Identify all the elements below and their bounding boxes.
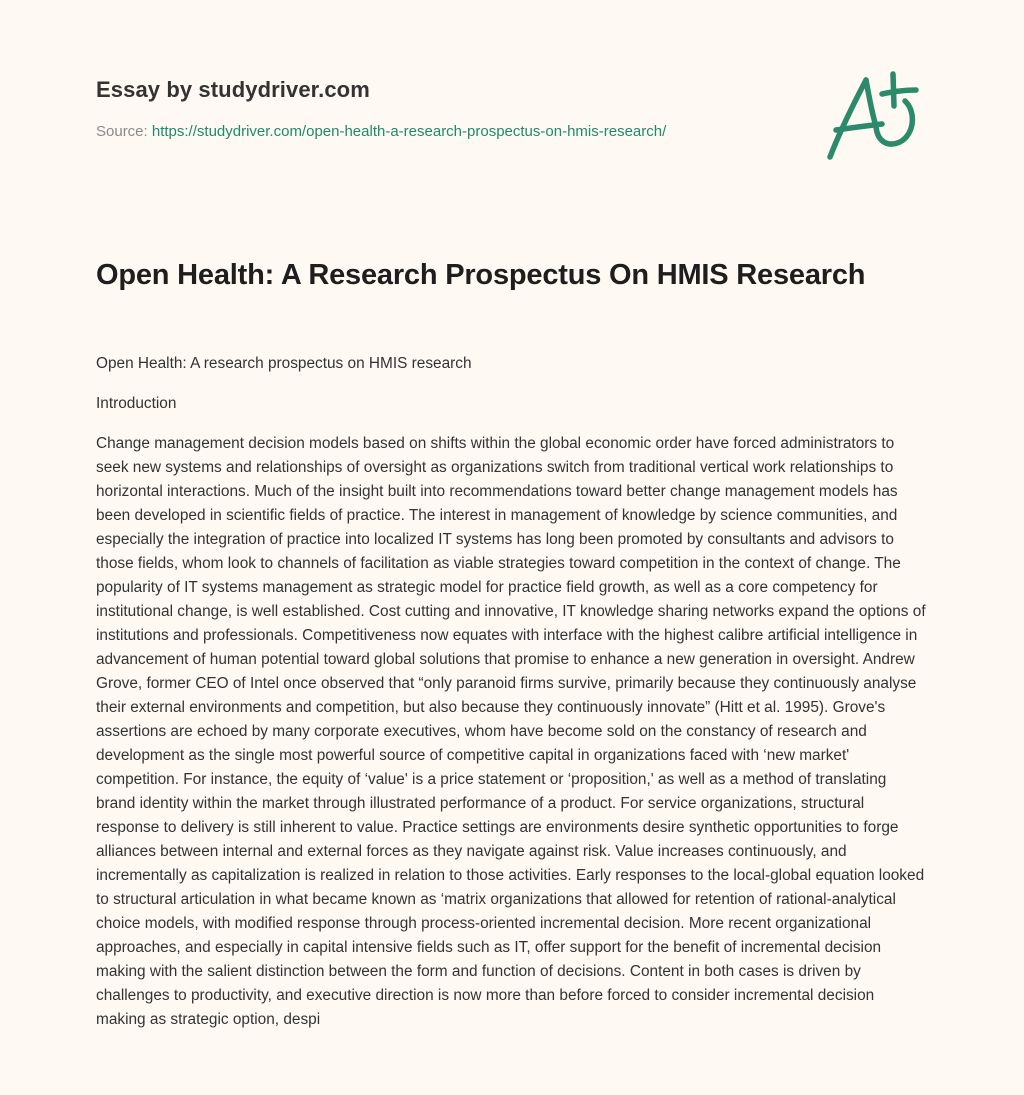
body-paragraph: Change management decision models based on shifts within the global economic order have forced administrators to seek new systems and relationships of oversight as organizations switch from traditional vertical work relationships to horizontal interactions. Much of the insight built into recommendations toward better change management models has been developed in scientific fields of practice. The interest in management of knowledge by science communities, and especially the integration of practice into localized IT systems has long been promoted by consultants and advisors to those fields, whom look to channels of facilitation as viable strategies toward competition in the context of change. The popularity of IT systems management as strategic model for practice field growth, as well as a core competency for institutional change, is well established. Cost cutting and innovative, IT knowledge sharing networks expand the options of institutions and professionals. Competitiveness now equates with interface with the highest calibre artificial intelligence in advancement of human potential toward global solutions that promise to enhance a new generation in oversight. Andrew Grove, former CEO of Intel once observed that “only paranoid firms survive, primarily because they continuously analyse their external environments and competition, but also because they continuously innovate” (Hitt et al. 1995). Grove's assertions are echoed by many corporate executives, whom have become sold on the constancy of research and development as the single most powerful source of competitive capital in organizations faced with ‘new market' competition. For instance, the equity of ‘value' is a price statement or ‘proposition,' as well as a method of translating brand identity within the market through illustrated performance of a product. For service organizations, structural response to delivery is still inherent to value. Practice settings are environments desire synthetic opportunities to forge alliances between internal and external forces as they navigate against risk. Value increases continuously, and incrementally as capitalization is realized in relation to those activities. Early responses to the local-global equation looked to structural articulation in what became known as ‘matrix organizations that allowed for retention of rational-analytical choice models, with modified response through process-oriented incremental decision. More recent organizational approaches, and especially in capital intensive fields such as IT, offer support for the benefit of incremental decision making with the salient distinction between the form and function of decisions. Content in both cases is driven by challenges to productivity, and executive direction is now more than before forced to consider incremental decision making as strategic option, despi [96, 435, 926, 1028]
source-label: Source: [96, 123, 152, 140]
essay-subtitle: Open Health: A research prospectus on HMIS research [96, 355, 472, 372]
section-heading: Introduction [96, 395, 177, 412]
source-line [96, 122, 796, 142]
source-link[interactable]: https://studydriver.com/open-health-a-research-prospectus-on-hmis-research/ [151, 123, 667, 140]
site-header [96, 74, 796, 142]
site-title: Essay by studydriver.com [96, 77, 370, 102]
page-title: Open Health: A Research Prospectus On HMIS Research [96, 259, 866, 291]
essay-content [96, 352, 928, 1032]
a-plus-grade-icon [820, 66, 930, 166]
